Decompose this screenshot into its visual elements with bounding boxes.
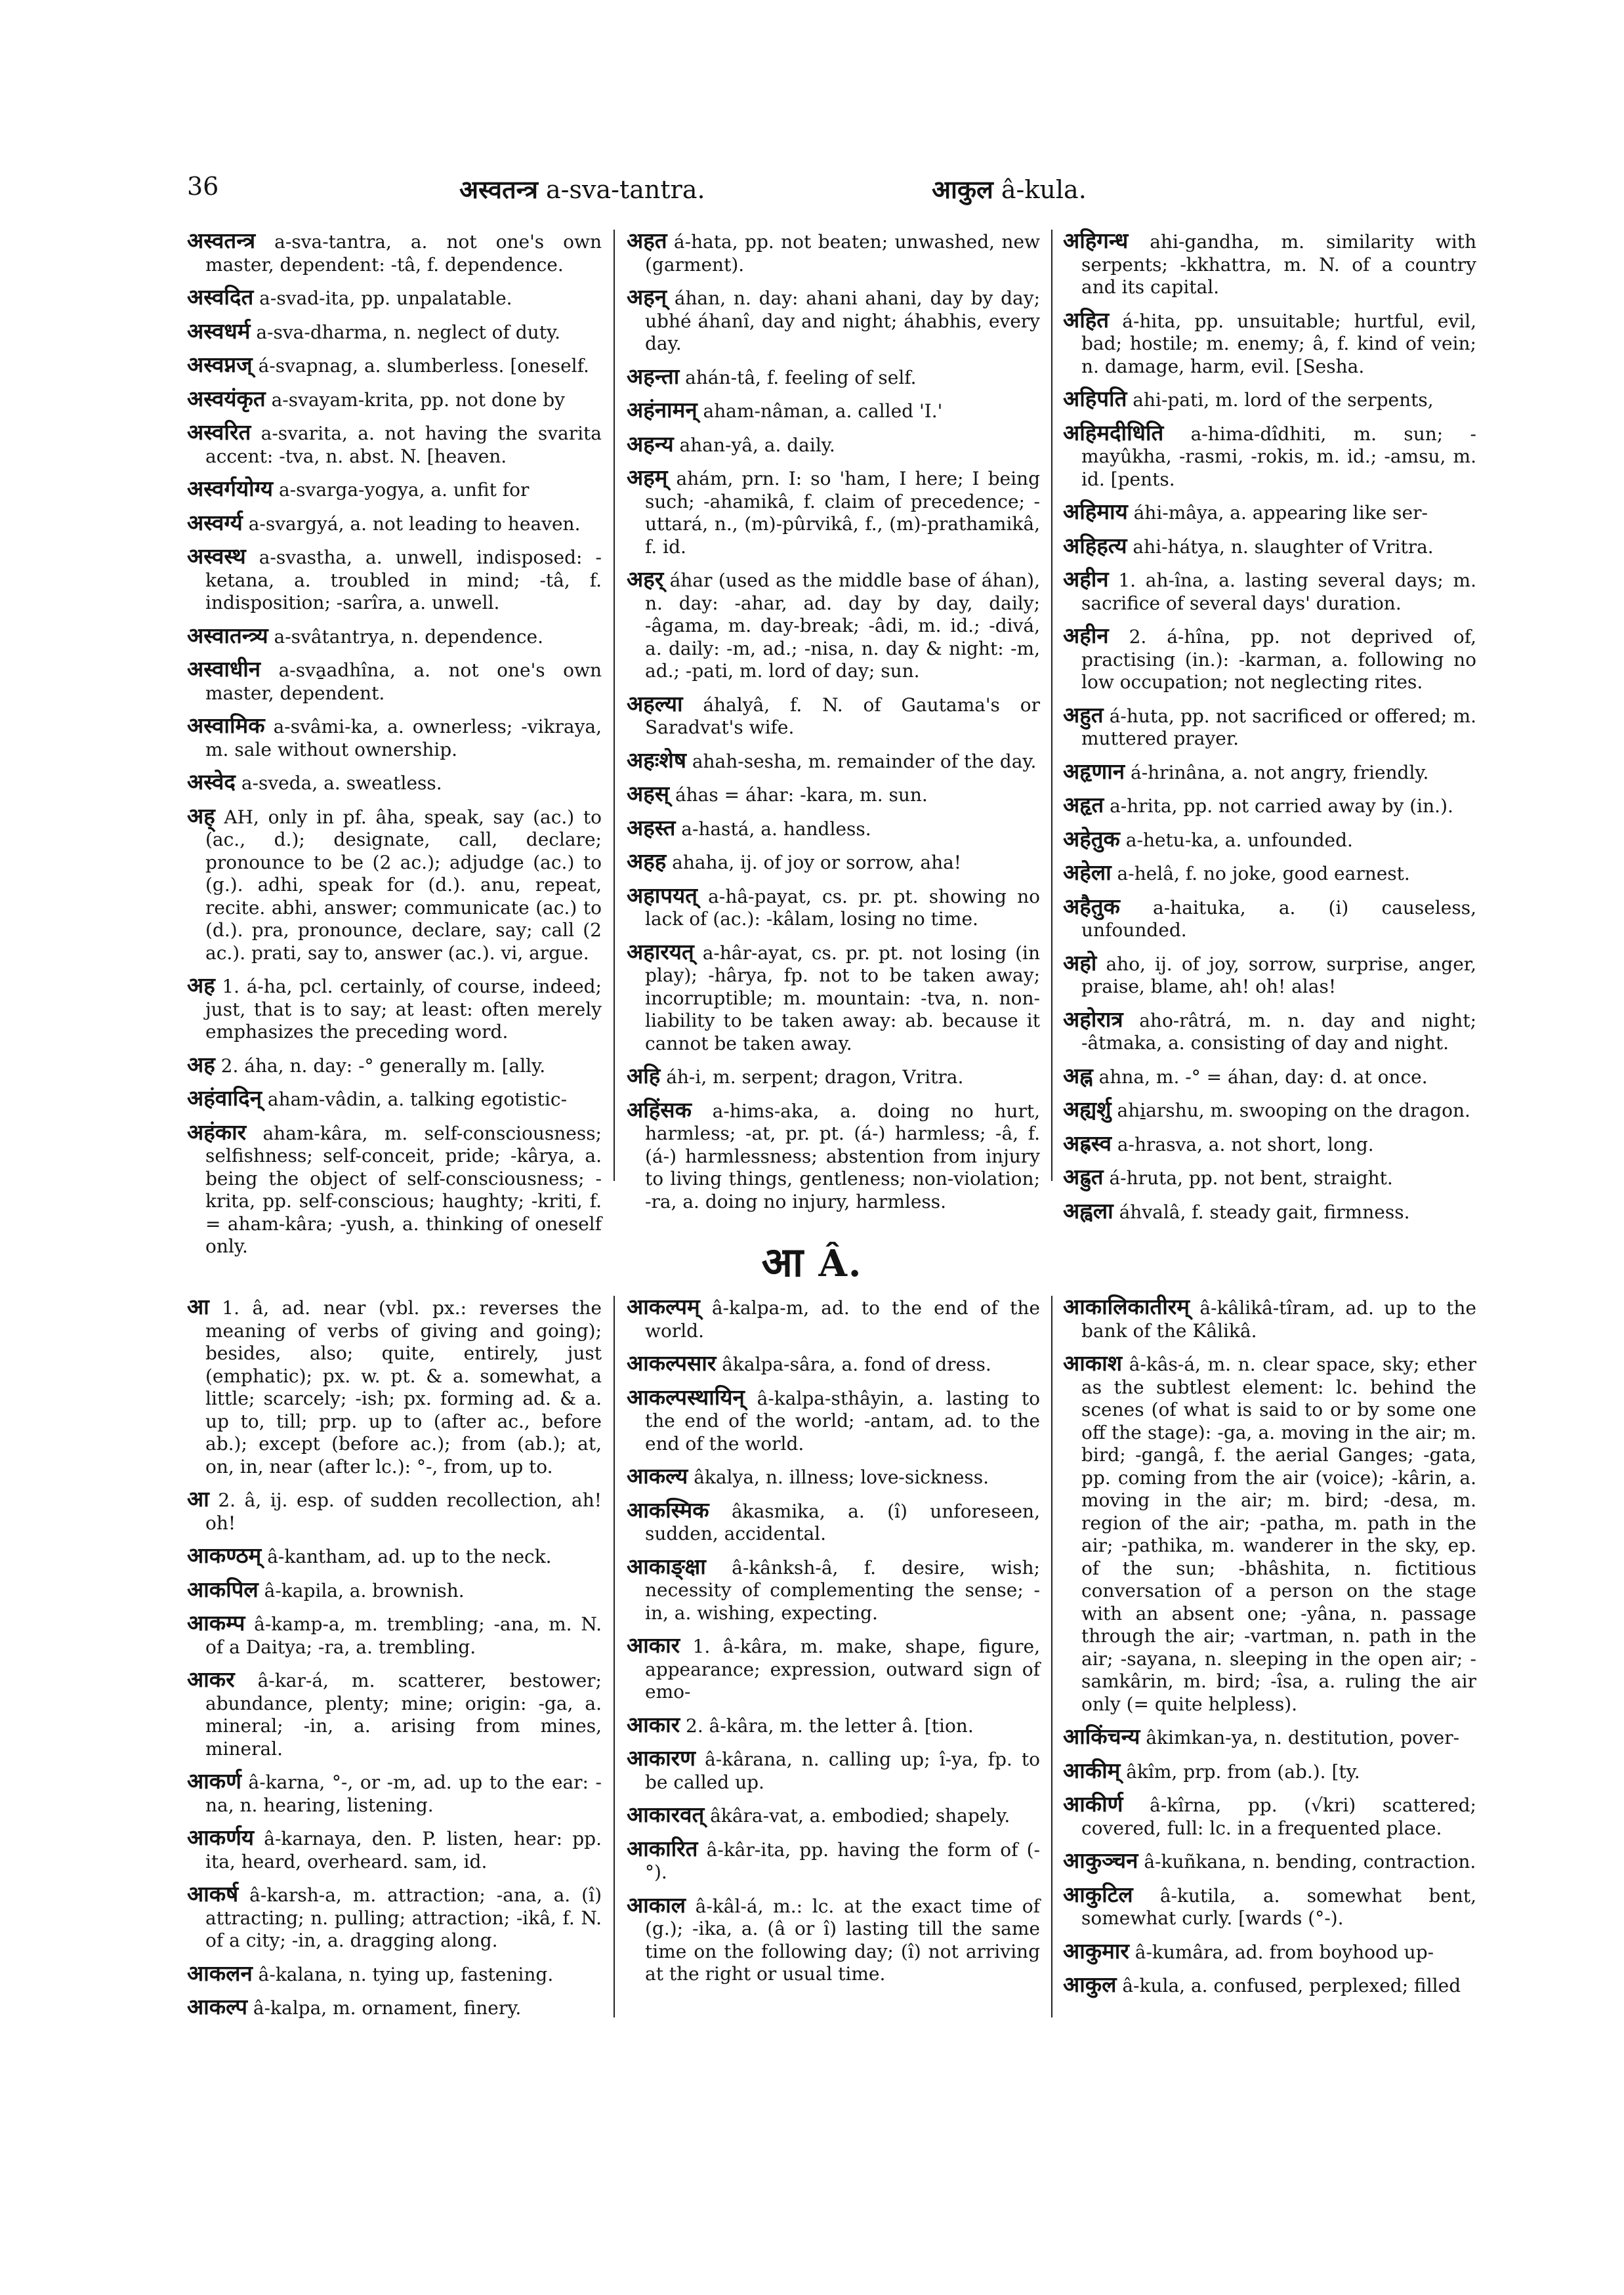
entry-definition: a-hastá, a. handless. — [675, 817, 871, 840]
entry-headword: अहीन — [1063, 566, 1109, 592]
dictionary-entry — [1063, 1166, 1476, 1190]
dictionary-entry — [187, 545, 602, 615]
page-number: 36 — [187, 172, 219, 201]
entry-headword: अह — [187, 1051, 215, 1077]
entry-definition: áhvalâ, f. steady gait, firmness. — [1113, 1201, 1410, 1223]
entry-definition: âkalpa-sâra, a. fond of dress. — [716, 1354, 991, 1375]
column-divider — [614, 230, 615, 1181]
dictionary-entry — [1063, 825, 1476, 852]
dictionary-entry — [627, 1065, 1040, 1089]
dictionary-entry — [187, 1087, 602, 1111]
entry-definition: â-kîrna, pp. (√kri) scattered; covered, full: lc. in a frequented place. — [1081, 1794, 1476, 1839]
dictionary-entry — [627, 286, 1040, 356]
top-column-1 — [187, 228, 602, 1257]
entry-headword: अहिहत्य — [1063, 532, 1127, 558]
dictionary-entry — [627, 814, 1040, 841]
entry-definition: ahan-yâ, a. daily. — [673, 434, 835, 456]
entry-definition: â-kapila, a. brownish. — [258, 1579, 465, 1602]
entry-definition: a-sva̱adhîna, a. not one's own master, dependent. — [205, 659, 602, 704]
dictionary-entry — [627, 568, 1040, 683]
dictionary-entry — [1063, 1793, 1476, 1840]
top-column-2 — [627, 228, 1040, 1212]
dictionary-entry — [627, 1096, 1040, 1214]
entry-headword: आकारण — [627, 1745, 696, 1771]
entry-definition: a-svad-ita, pp. unpalatable. — [253, 287, 512, 309]
dictionary-entry — [627, 230, 1040, 276]
entry-definition: áhi-mâya, a. appearing like ser- — [1127, 502, 1428, 524]
entry-definition: â-kumâra, ad. from boyhood up- — [1129, 1941, 1434, 1963]
dictionary-entry — [1063, 760, 1476, 785]
entry-headword: आ — [187, 1294, 209, 1319]
dictionary-entry — [1063, 1974, 1476, 1998]
entry-definition: 1. â, ad. near (vbl. px.: reverses the meaning of verbs of giving and going); besides, also; quite, entirely, just (emphatic); px. w. pt. & a. somewhat, a little; scarcely; -ish; px. forming ad. & a. up to, till; prp. up to (after ac., before ab.); except (before ac.); from (ab.); at, on, in, near (after lc.): °-, from, up to. — [205, 1297, 602, 1478]
dictionary-entry — [627, 1499, 1040, 1546]
entry-headword: अहर् — [627, 566, 664, 592]
entry-definition: áhas = áhar: -kara, m. sun. — [669, 784, 928, 806]
dictionary-entry — [1063, 532, 1476, 559]
entry-headword: अह्यर्शु — [1063, 1096, 1112, 1122]
running-head-left-roman: a-sva-tantra. — [546, 175, 705, 204]
entry-headword: आकाल — [627, 1892, 686, 1918]
dictionary-entry — [187, 1576, 602, 1603]
dictionary-entry — [187, 1883, 602, 1953]
entry-headword: आकार — [627, 1711, 680, 1737]
entry-headword: अहिंसक — [627, 1096, 692, 1123]
entry-definition: aham-nâman, a. called 'I.' — [697, 400, 943, 422]
entry-headword: आकीम् — [1063, 1757, 1121, 1783]
dictionary-entry — [187, 622, 602, 649]
entry-definition: â-kantham, ad. up to the neck. — [261, 1546, 552, 1567]
dictionary-entry — [1063, 1008, 1476, 1055]
running-head-right-devanagari: आकुल — [932, 175, 993, 204]
dictionary-entry — [1063, 1352, 1476, 1716]
entry-headword: अस्वामिक — [187, 713, 265, 738]
dictionary-entry — [1063, 1881, 1476, 1930]
dictionary-entry — [187, 320, 602, 344]
dictionary-entry — [1063, 949, 1476, 999]
entry-headword: आकारित — [627, 1835, 698, 1861]
entry-definition: a-svarita, a. not having the svarita accent: -tva, n. abst. N. [heaven. — [205, 423, 602, 467]
entry-headword: अस्वयंकृत — [187, 385, 266, 411]
entry-headword: अस्वप्नज् — [187, 352, 253, 377]
entry-headword: आकालिकातीरम् — [1063, 1294, 1190, 1319]
dictionary-entry — [187, 230, 602, 276]
entry-definition: a-haituka, a. (i) causeless, unfounded. — [1081, 896, 1476, 941]
entry-definition: ahi-hátya, n. slaughter of Vritra. — [1127, 535, 1434, 558]
entry-definition: ahna, m. -° = áhan, day: d. at once. — [1093, 1065, 1428, 1088]
entry-headword: अहत — [627, 228, 667, 253]
entry-headword: आकाश — [1063, 1350, 1123, 1376]
entry-headword: अस्वाधीन — [187, 656, 261, 682]
entry-definition: a-svastha, a. unwell, indisposed: -ketana, a. troubled in mind; -tâ, f. indisposition; -sarîra, a. unwell. — [205, 547, 602, 613]
entry-definition: 2. áha, n. day: -° generally m. [ally. — [215, 1054, 546, 1077]
entry-headword: आकलन — [187, 1960, 253, 1986]
entry-definition: áhalyâ, f. N. of Gautama's or Saradvat's wife. — [645, 693, 1040, 738]
entry-definition: a-sveda, a. sweatless. — [235, 772, 442, 794]
entry-definition: 1. â-kâra, m. make, shape, figure, appearance; expression, outward sign of emo- — [645, 1636, 1040, 1703]
dictionary-entry — [187, 1996, 602, 2020]
dictionary-entry — [627, 399, 1040, 423]
section-heading — [0, 1233, 1624, 1289]
top-column-3 — [1063, 228, 1476, 1224]
entry-headword: अह्न — [1063, 1062, 1093, 1088]
dictionary-entry — [187, 802, 602, 965]
entry-definition: á-hita, pp. unsuitable; hurtful, evil, bad; hostile; m. enemy; â, f. kind of vein; n. damage, harm, evil. [Sesha. — [1081, 310, 1476, 377]
dictionary-entry — [1063, 893, 1476, 942]
entry-definition: a-sva-dharma, n. neglect of duty. — [250, 321, 560, 343]
entry-definition: aho-râtrá, m. n. day and night; -âtmaka, a. consisting of day and night. — [1081, 1009, 1476, 1054]
entry-definition: áh-i, m. serpent; dragon, Vritra. — [660, 1066, 964, 1088]
entry-headword: अहह — [627, 848, 667, 874]
entry-headword: आ — [187, 1486, 209, 1512]
entry-headword: अस्वधर्म — [187, 318, 251, 344]
dictionary-entry — [1063, 1850, 1476, 1874]
dictionary-entry — [627, 1634, 1040, 1704]
dictionary-entry — [187, 1612, 602, 1659]
dictionary-entry — [187, 509, 602, 536]
entry-headword: आकर्ण — [187, 1768, 241, 1794]
dictionary-entry — [1063, 568, 1476, 615]
entry-headword: अहस्त — [627, 814, 676, 840]
entry-headword: आकिंचन्य — [1063, 1724, 1140, 1749]
bottom-column-3 — [1063, 1296, 1476, 2017]
entry-definition: a-hims-aka, a. doing no hurt, harmless; -at, pr. pt. (á-) harmless; -â, f. (á-) harmlessness; abstention from injury to living things, gentleness; non-violation; -ra, a. doing no injury, harmless. — [645, 1100, 1040, 1212]
dictionary-entry — [627, 938, 1040, 1056]
entry-headword: अहिगन्ध — [1063, 228, 1129, 253]
entry-headword: अस्वर्ग्य — [187, 509, 243, 535]
entry-headword: अहंकार — [187, 1119, 247, 1145]
dictionary-entry — [187, 1544, 602, 1569]
entry-headword: अहृत — [1063, 792, 1104, 817]
bottom-column-1 — [187, 1296, 602, 2017]
entry-headword: अस्वातन्त्र्य — [187, 622, 268, 648]
dictionary-entry — [187, 714, 602, 761]
dictionary-entry — [187, 1051, 602, 1078]
entry-headword: आकर्ष — [187, 1881, 239, 1907]
entry-definition: â-kalpa-sthâyin, a. lasting to the end of the world; -antam, ad. to the end of the world. — [645, 1387, 1040, 1455]
entry-definition: 2. â, ij. esp. of sudden recollection, ah! oh! — [205, 1489, 602, 1534]
entry-headword: आकल्पस्थायिन् — [627, 1384, 745, 1410]
entry-definition: âkalya, n. illness; love-sickness. — [688, 1466, 989, 1488]
entry-definition: a-svayam-krita, pp. not done by — [265, 388, 565, 411]
entry-headword: अहि — [627, 1063, 661, 1088]
dictionary-entry — [1063, 1937, 1476, 1964]
column-divider — [614, 1296, 615, 2017]
entry-definition: á-svapnag, a. slumberless. [oneself. — [252, 355, 589, 377]
dictionary-entry — [187, 421, 602, 468]
entry-definition: 2. â-kâra, m. the letter â. [tion. — [680, 1714, 974, 1737]
entry-headword: अहापयत् — [627, 882, 697, 908]
dictionary-entry — [1063, 419, 1476, 491]
dictionary-entry — [187, 1962, 602, 1987]
entry-headword: आकुटिल — [1063, 1881, 1133, 1907]
entry-definition: a-hâr-ayat, cs. pr. pt. not losing (in play); -hârya, fp. not to be taken away; incorruptible; m. mountain: -tva, n. non-liability to be taken away: ab. because it cannot be taken away. — [645, 941, 1040, 1054]
column-divider — [1051, 1296, 1052, 2017]
entry-headword: अस्वेद — [187, 769, 236, 795]
entry-headword: अहिमदीधिति — [1063, 419, 1164, 445]
entry-headword: अस्वस्थ — [187, 543, 246, 569]
entry-definition: â-kâr-ita, pp. having the form of (-°). — [645, 1838, 1040, 1883]
entry-definition: aham-kâra, m. self-consciousness; selfishness; self-conceit, pride; -kârya, a. being the object of self-consciousness; -krita, pp. self-conscious; haughty; -kriti, f. = aham-kâra; -yush, a. thinking of oneself only. — [205, 1122, 602, 1257]
entry-headword: आकारवत् — [627, 1802, 705, 1827]
entry-headword: अहो — [1063, 949, 1097, 976]
entry-definition: a-hima-dîdhiti, m. sun; -mayûkha, -rasmi, -rokis, m. id.; -amsu, m. id. [pents. — [1081, 423, 1476, 490]
dictionary-entry — [627, 430, 1040, 457]
entry-definition: áhan, n. day: ahani ahani, day by day; ubhé áhanî, day and night; áhabhis, every day. — [645, 287, 1040, 354]
dictionary-entry — [627, 1553, 1040, 1625]
dictionary-entry — [627, 850, 1040, 875]
entry-headword: आकल्य — [627, 1463, 688, 1489]
dictionary-entry — [1063, 1132, 1476, 1157]
entry-headword: आकर — [187, 1666, 235, 1692]
entry-definition: â-karna, °-, or -m, ad. up to the ear: -na, n. hearing, listening. — [205, 1771, 602, 1816]
dictionary-entry — [1063, 388, 1476, 412]
running-head-left — [459, 172, 705, 206]
entry-headword: आकर्णय — [187, 1825, 255, 1850]
dictionary-entry — [627, 1711, 1040, 1738]
entry-definition: â-kalana, n. tying up, fastening. — [252, 1963, 554, 1985]
entry-definition: â-kar-á, m. scatterer, bestower; abundance, plenty; mine; origin: -ga, a. mineral; -in, a. arising from mines, mineral. — [205, 1670, 602, 1760]
entry-headword: अस्वर्गयोग्य — [187, 476, 274, 501]
page-header — [187, 172, 1171, 211]
entry-headword: अहिमाय — [1063, 499, 1128, 524]
entry-definition: â-kârana, n. calling up; î-ya, fp. to be called up. — [645, 1748, 1040, 1793]
entry-definition: â-karsh-a, m. attraction; -ana, a. (î) attracting; n. pulling; attraction; -ikâ, f. N. of a city; -in, a. dragging along. — [205, 1884, 602, 1951]
entry-headword: आकल्प — [187, 1994, 247, 2019]
entry-definition: â-kalpa, m. ornament, finery. — [247, 1997, 522, 2019]
dictionary-entry — [1063, 1062, 1476, 1089]
entry-definition: 1. ah-îna, a. lasting several days; m. sacrifice of several days' duration. — [1081, 569, 1476, 614]
dictionary-entry — [187, 1770, 602, 1817]
dictionary-entry — [627, 1465, 1040, 1489]
dictionary-entry — [627, 365, 1040, 390]
entry-definition: ahaha, ij. of joy or sorrow, aha! — [666, 852, 962, 873]
dictionary-entry — [187, 658, 602, 705]
column-divider — [1051, 230, 1052, 1181]
dictionary-entry — [627, 1386, 1040, 1456]
entry-headword: अह — [187, 972, 215, 998]
entry-headword: आकण्ठम् — [187, 1542, 262, 1568]
entry-headword: अहारयत् — [627, 938, 694, 964]
dictionary-entry — [1063, 306, 1476, 379]
entry-headword: अहम् — [627, 465, 668, 490]
dictionary-entry — [1063, 1098, 1476, 1123]
entry-definition: âkasmika, a. (î) unforeseen, sudden, accidental. — [645, 1500, 1040, 1544]
entry-headword: अहस् — [627, 781, 670, 806]
entry-definition: â-kutila, a. somewhat bent, somewhat curly. [wards (°-). — [1081, 1884, 1476, 1929]
entry-headword: अह्रस्व — [1063, 1130, 1112, 1156]
entry-definition: áhar (used as the middle base of áhan), n. day: -ahar, ad. day by day, daily; -âgama, m. day-break; -âdi, m. id.; -divá, a. daily: -m, ad.; -nisa, n. day & night: -m, ad.; -pati, m. lord of day; sun. — [645, 569, 1040, 682]
dictionary-entry — [187, 974, 602, 1044]
entry-definition: á-huta, pp. not sacrificed or offered; m. muttered prayer. — [1081, 705, 1476, 749]
entry-headword: अहःशेष — [627, 747, 686, 773]
dictionary-entry — [1063, 501, 1476, 525]
dictionary-entry — [1063, 1296, 1476, 1342]
entry-definition: â-kâl-á, m.: lc. at the exact time of (g.); -ika, a. (â or î) lasting till the same time on the following day; (î) not arriving at the right or usual time. — [645, 1895, 1040, 1985]
entry-definition: âkâra-vat, a. embodied; shapely. — [704, 1805, 1010, 1827]
dictionary-entry — [187, 1488, 602, 1535]
entry-headword: अहृणान — [1063, 758, 1125, 784]
dictionary-entry — [187, 478, 602, 502]
entry-headword: आकस्मिक — [627, 1497, 709, 1523]
entry-definition: 1. á-ha, pcl. certainly, of course, indeed; just, that is to say; at least: often merely emphasizes the preceding word. — [205, 976, 602, 1043]
entry-definition: a-hâ-payat, cs. pr. pt. showing no lack of (ac.): -kâlam, losing no time. — [645, 885, 1040, 930]
entry-definition: ahah-sesha, m. remainder of the day. — [686, 750, 1037, 772]
dictionary-entry — [1063, 1757, 1476, 1784]
entry-headword: अहोरात्र — [1063, 1006, 1123, 1032]
entry-headword: अस्वदित — [187, 284, 254, 310]
bottom-column-2 — [627, 1296, 1040, 2017]
entry-definition: â-kalpa-m, ad. to the end of the world. — [645, 1297, 1040, 1342]
entry-headword: आकाङ्क्षा — [627, 1553, 706, 1579]
entry-definition: ahám, prn. I: so 'ham, I here; I being such; -ahamikâ, f. claim of precedence; -uttará, n., (m)-pûrvikâ, f., (m)-prathamikâ, f. id. — [645, 468, 1040, 558]
entry-definition: á-hrinâna, a. not angry, friendly. — [1125, 761, 1429, 783]
dictionary-entry — [627, 783, 1040, 807]
dictionary-entry — [187, 1827, 602, 1873]
entry-headword: आकम्प — [187, 1610, 245, 1636]
dictionary-entry — [627, 749, 1040, 774]
dictionary-entry — [1063, 701, 1476, 751]
entry-definition: a-helâ, f. no joke, good earnest. — [1111, 863, 1410, 884]
entry-definition: a-hetu-ka, a. unfounded. — [1119, 829, 1353, 851]
dictionary-entry — [1063, 861, 1476, 886]
entry-headword: आकीर्ण — [1063, 1791, 1123, 1817]
dictionary-entry — [187, 354, 602, 378]
entry-definition: ahán-tâ, f. feeling of self. — [679, 366, 917, 388]
dictionary-entry — [1063, 794, 1476, 818]
dictionary-entry — [1063, 230, 1476, 299]
dictionary-entry — [627, 1352, 1040, 1376]
entry-definition: a-sva-tantra, a. not one's own master, dependent: -tâ, f. dependence. — [205, 231, 602, 276]
entry-headword: अहेला — [1063, 859, 1112, 885]
entry-definition: aham-vâdin, a. talking egotistic- — [262, 1088, 568, 1110]
entry-headword: अहीन — [1063, 623, 1109, 648]
entry-definition: â-kânksh-â, f. desire, wish; necessity of complementing the sense; -in, a. wishing, expecting. — [645, 1556, 1040, 1624]
dictionary-entry — [627, 1835, 1040, 1884]
entry-headword: अह् — [187, 802, 215, 829]
running-head-left-devanagari: अस्वतन्त्र — [459, 175, 538, 204]
entry-definition: aho, ij. of joy, sorrow, surprise, anger, praise, blame, ah! oh! alas! — [1081, 953, 1476, 997]
running-head-right-roman: â-kula. — [1001, 175, 1087, 204]
entry-headword: आकुञ्चन — [1063, 1848, 1138, 1873]
dictionary-entry — [1063, 1197, 1476, 1224]
entry-definition: AH, only in pf. âha, speak, say (ac.) to (ac., d.); designate, call, declare; pronounce to be (2 ac.); adjudge (ac.) to (g.). adhi, speak for (d.). anu, repeat, recite. abhi, answer; communicate (ac.) to (d.). pra, pronounce, declare, say; call (2 ac.). prati, say to, answer (ac.). vi, argue. — [205, 806, 602, 964]
entry-definition: 2. á-hîna, pp. not deprived of, practising (in.): -karman, a. following no low occupation; not neglecting rites. — [1081, 626, 1476, 693]
entry-headword: आकुल — [1063, 1972, 1117, 1997]
entry-definition: â-kamp-a, m. trembling; -ana, m. N. of a Daitya; -ra, a. trembling. — [205, 1613, 602, 1658]
entry-definition: a-hrasva, a. not short, long. — [1111, 1133, 1374, 1155]
entry-headword: आकार — [627, 1632, 680, 1658]
entry-definition: â-kâs-á, m. n. clear space, sky; ether as the subtlest element: lc. behind the scenes (of what is said to or by some one off the stage): -ga, a. moving in the air; m. bird; -gangâ, f. the aerial Ganges; -gata, pp. coming from the air (voice); -kârin, a. moving in the air; m. bird; -desa, m. region of the air; -patha, m. path in the air; -pathika, m. wanderer in the sky, ep. of the sun; -bhâshita, n. fictitious conversation of a person on the stage with an absent one; -yâna, n. passage through the air; -vartman, n. path in the air; -sayana, n. sleeping in the open air; -samkârin, m. bird; -îsa, a. ruling the air only (= quite helpless). — [1081, 1354, 1476, 1715]
entry-headword: अहल्या — [627, 690, 683, 716]
entry-definition: a-svarga-yogya, a. unfit for — [273, 479, 530, 501]
entry-headword: आकपिल — [187, 1576, 259, 1602]
entry-headword: अहिपति — [1063, 386, 1127, 411]
entry-headword: अस्वरित — [187, 419, 251, 445]
dictionary-entry — [187, 286, 602, 310]
section-heading-roman: Â. — [818, 1242, 863, 1285]
entry-definition: ahi-pati, m. lord of the serpents, — [1127, 389, 1434, 411]
entry-headword: अहैतुक — [1063, 893, 1120, 919]
dictionary-entry — [627, 1296, 1040, 1342]
entry-definition: á-hruta, pp. not bent, straight. — [1103, 1167, 1393, 1189]
dictionary-entry — [187, 771, 602, 795]
entry-headword: अहेतुक — [1063, 825, 1120, 852]
entry-definition: a-svâtantrya, n. dependence. — [268, 625, 543, 648]
entry-definition: a-svâmi-ka, a. ownerless; -vikraya, m. sale without ownership. — [205, 716, 602, 760]
dictionary-entry — [627, 1747, 1040, 1794]
entry-headword: अहुत — [1063, 701, 1104, 728]
section-heading-devanagari: आ — [761, 1238, 804, 1286]
dictionary-entry — [627, 466, 1040, 558]
running-head-right — [932, 172, 1087, 206]
entry-definition: á-hata, pp. not beaten; unwashed, new (garment). — [645, 231, 1040, 276]
entry-definition: â-kula, a. confused, perplexed; filled — [1116, 1975, 1461, 1996]
entry-definition: ahi̱arshu, m. swooping on the dragon. — [1111, 1100, 1470, 1121]
entry-headword: अहन्ता — [627, 363, 680, 389]
dictionary-entry — [1063, 1726, 1476, 1750]
dictionary-entry — [187, 1296, 602, 1478]
entry-headword: अहन्य — [627, 430, 674, 457]
entry-headword: आकल्पम् — [627, 1294, 700, 1319]
entry-definition: â-karnaya, den. P. listen, hear: pp. ita, heard, overheard. sam, id. — [205, 1828, 602, 1872]
entry-definition: a-hrita, pp. not carried away by (in.). — [1104, 795, 1453, 817]
entry-definition: ahi-gandha, m. similarity with serpents; -kkhattra, m. N. of a country and its capital. — [1081, 231, 1476, 298]
dictionary-entry — [627, 884, 1040, 931]
dictionary-entry — [627, 690, 1040, 739]
entry-headword: अहंनामन् — [627, 397, 697, 423]
entry-definition: a-svargyá, a. not leading to heaven. — [242, 512, 581, 535]
entry-headword: अस्वतन्त्र — [187, 228, 256, 253]
entry-definition: â-kâlikâ-tîram, ad. up to the bank of the Kâlikâ. — [1081, 1297, 1476, 1342]
dictionary-entry — [187, 385, 602, 412]
entry-headword: अहंवादिन् — [187, 1085, 262, 1111]
entry-headword: अह्वला — [1063, 1197, 1114, 1224]
entry-headword: आकुमार — [1063, 1937, 1129, 1964]
dictionary-entry — [627, 1804, 1040, 1828]
entry-headword: आकल्पसार — [627, 1350, 717, 1376]
entry-headword: अह्रुत — [1063, 1164, 1104, 1189]
entry-definition: âkimkan-ya, n. destitution, pover- — [1140, 1727, 1460, 1748]
dictionary-entry — [187, 1668, 602, 1760]
dictionary-entry — [1063, 625, 1476, 694]
entry-headword: अहित — [1063, 306, 1110, 333]
dictionary-entry — [627, 1894, 1040, 1986]
entry-definition: â-kuñkana, n. bending, contraction. — [1138, 1851, 1476, 1872]
entry-headword: अहन् — [627, 284, 667, 310]
entry-definition: âkîm, prp. from (ab.). [ty. — [1120, 1760, 1360, 1783]
